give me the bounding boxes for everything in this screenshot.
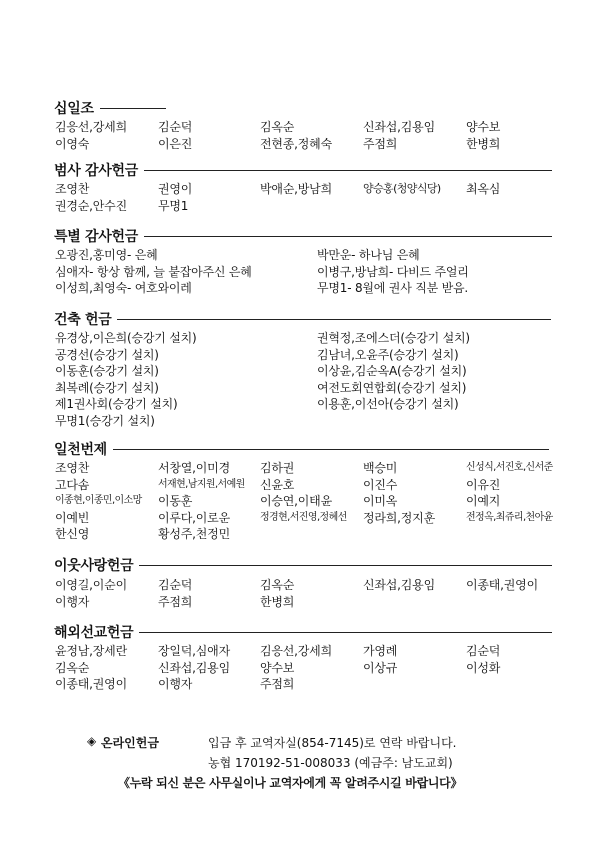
name-entry: 김옥순 [260,578,295,592]
name-entry: 신좌섭,김용임 [363,120,435,134]
section-header-thousand-offering [54,440,549,458]
name-entry: 김하권 [260,461,295,475]
section-header-thanks [54,161,552,179]
name-entry: 김응선,강세희 [55,120,127,134]
name-entry: 백승미 [363,461,398,475]
name-entry: 이행자 [158,677,193,691]
name-entry: 신좌섭,김용임 [363,578,435,592]
name-entry: 정경현,서진영,정혜선 [260,511,347,523]
name-entry: 이상윤,김순옥A(승강기 설치) [317,364,467,378]
section-rule [139,632,552,633]
name-entry: 이은진 [158,136,193,151]
name-entry: 이유진 [466,477,501,492]
name-entry: 김순덕 [466,644,501,658]
name-entry: 주점희 [158,594,193,609]
name-entry: 한병희 [466,136,501,151]
name-entry: 이진수 [363,477,398,492]
name-entry: 이영길,이순이 [55,578,127,592]
name-entry: 고다솜 [55,477,90,492]
name-entry: 주점희 [260,677,295,691]
name-entry: 제1권사회(승강기 설치) [55,397,178,411]
name-entry: 권경순,안수진 [55,198,127,213]
name-entry: 최옥심 [466,182,501,196]
name-entry: 이종현,이종민,이소망 [55,495,142,506]
name-entry: 이예지 [466,494,501,508]
section-rule [144,170,552,171]
name-entry: 권혁정,조에스더(승강기 설치) [317,331,470,345]
name-entry: 무명1(승강기 설치) [55,413,155,428]
name-entry: 전정옥,최쥬리,천아윤 [466,511,553,523]
name-entry: 이행자 [55,594,90,609]
section-title: 이웃사랑헌금 [54,558,134,574]
name-entry: 최복례(승강기 설치) [55,380,159,395]
section-title: 해외선교헌금 [54,625,134,641]
name-entry: 이용훈,이선아(승강기 설치) [317,397,459,411]
diamond-bullet-icon: ◈ [87,734,97,748]
name-entry: 신성식,서진호,신서준 [466,462,553,473]
name-entry: 황성주,천정민 [158,527,230,541]
section-title: 일천번제 [54,442,107,458]
section-title: 특별 감사헌금 [54,229,138,245]
online-offering-label: 온라인헌금 [101,736,159,750]
name-entry: 이루다,이로운 [158,510,230,525]
name-entry: 이동훈 [158,494,193,508]
name-entry: 한병희 [260,594,295,609]
name-entry: 공경선(승강기 설치) [55,347,159,362]
contact-instruction: 입금 후 교역자실(854-7145)로 연락 바랍니다. [208,736,457,750]
name-entry: 박만운- 하나님 은혜 [317,248,420,262]
name-entry: 김순덕 [158,120,193,134]
section-title: 범사 감사헌금 [54,163,138,179]
name-entry: 한신영 [55,527,90,541]
name-entry: 조영찬 [55,461,90,475]
name-entry: 이미옥 [363,494,398,508]
bank-account: 농협 170192-51-008033 (예금주: 남도교회) [208,756,453,770]
section-header-tithe [54,99,166,117]
name-entry: 이병구,방남희- 다비드 주얼리 [317,264,469,279]
name-entry: 심애자- 항상 함께, 늘 붙잡아주신 은혜 [55,264,252,279]
name-entry: 양수보 [260,660,295,675]
notice-text: 《누락 되신 분은 사무실이나 교역자에게 꼭 알려주시길 바랍니다》 [118,776,463,790]
name-entry: 김옥순 [260,120,295,134]
name-entry: 윤정남,장세란 [55,644,127,658]
section-header-neighbor-love [54,556,552,574]
section-header-overseas-mission [54,623,552,641]
name-entry: 이영숙 [55,136,90,151]
name-entry: 이예빈 [55,510,90,525]
name-entry: 이성화 [466,660,501,675]
name-entry: 김남녀,오윤주(승강기 설치) [317,347,459,362]
name-entry: 가영례 [363,644,398,658]
name-entry: 김응선,강세희 [260,644,332,658]
name-entry: 전현종,정혜숙 [260,136,332,151]
name-entry: 양수보 [466,120,501,134]
name-entry: 주점희 [363,136,398,151]
name-entry: 이승연,이태윤 [260,494,332,508]
section-header-building [54,310,551,328]
name-entry: 무명1- 8월에 권사 직분 받음. [317,281,468,295]
section-header-special-thanks [54,227,552,245]
name-entry: 이성희,최영숙- 여호와이레 [55,281,192,295]
name-entry: 서창열,이미경 [158,461,230,475]
name-entry: 이종태,권영이 [466,578,538,592]
section-rule [100,108,166,109]
name-entry: 김옥순 [55,660,90,675]
name-entry: 신좌섭,김용임 [158,660,230,675]
section-title: 십일조 [54,101,94,117]
name-entry: 서재현,남지원,서예원 [158,478,245,490]
name-entry: 무명1 [158,198,189,213]
section-rule [117,319,551,320]
name-entry: 신윤호 [260,477,295,492]
name-entry: 오광진,홍미영- 은혜 [55,248,158,262]
name-entry: 양승홍(청양식당) [363,182,441,195]
name-entry: 박애순,방남희 [260,182,332,196]
section-rule [139,565,552,566]
name-entry: 이종태,권영이 [55,677,127,691]
name-entry: 여전도회연합회(승강기 설치) [317,380,467,395]
name-entry: 이동훈(승강기 설치) [55,364,159,378]
name-entry: 조영찬 [55,182,90,196]
name-entry: 이상규 [363,660,398,675]
name-entry: 김순덕 [158,578,193,592]
section-rule [144,236,552,237]
section-title: 건축 헌금 [54,312,112,328]
name-entry: 권영이 [158,182,193,196]
name-entry: 정라희,정지훈 [363,510,435,525]
section-rule [113,449,549,450]
name-entry: 장일덕,심애자 [158,644,230,658]
name-entry: 유경상,이은희(승강기 설치) [55,331,197,345]
